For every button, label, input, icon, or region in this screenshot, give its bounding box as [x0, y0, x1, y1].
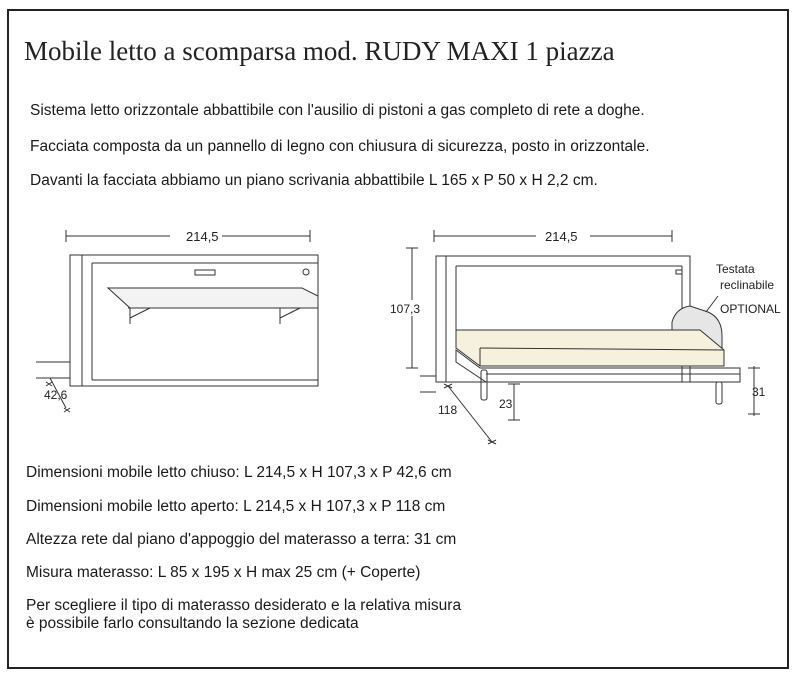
open-handle	[676, 270, 682, 274]
spec-open-dimensions: Dimensioni mobile letto aperto: L 214,5 x H 107,3 x P 118 cm	[26, 498, 446, 515]
spec-net-height: Altezza rete dal piano d'appoggio del materasso a terra: 31 cm	[26, 531, 457, 548]
desk-shelf	[108, 288, 318, 308]
closed-cabinet-drawing	[36, 229, 318, 412]
description-line-2: Facciata composta da un pannello di legno con chiusura di sicurezza, posto in orizzontale.	[30, 138, 650, 155]
closed-lock	[303, 269, 309, 275]
closed-width-label: 214,5	[186, 229, 219, 244]
spec-closed-dimensions: Dimensioni mobile letto chiuso: L 214,5 x H 107,3 x P 42,6 cm	[26, 464, 452, 481]
closed-cabinet-body	[70, 255, 318, 386]
closed-depth-label: 42,6	[44, 388, 68, 402]
open-height-label: 107,3	[390, 302, 421, 316]
description-line-1: Sistema letto orizzontale abbattibile con l'ausilio di pistoni a gas completo di rete a doghe.	[30, 102, 645, 119]
open-width-label: 214,5	[545, 229, 578, 244]
headboard-label-line-1: Testata	[716, 262, 755, 276]
closed-handle	[195, 270, 215, 275]
open-depth-label: 118	[438, 403, 458, 417]
bed-leg-right	[716, 382, 722, 404]
note-line-2: è possibile farlo consultando la sezione dedicata	[26, 615, 359, 632]
net-height-label: 31	[752, 385, 766, 399]
description-line-3: Davanti la facciata abbiamo un piano scrivania abbattibile L 165 x P 50 x H 2,2 cm.	[30, 172, 598, 189]
spec-mattress-size: Misura materasso: L 85 x 195 x H max 25 cm (+ Coperte)	[26, 564, 421, 581]
page-title: Mobile letto a scomparsa mod. RUDY MAXI 1 piazza	[24, 36, 615, 66]
leg-height-label: 23	[499, 397, 513, 411]
optional-label: OPTIONAL	[720, 302, 781, 316]
headboard-label-line-2: reclinabile	[720, 278, 775, 292]
note-line-1: Per scegliere il tipo di materasso desiderato e la relativa misura	[26, 597, 462, 614]
